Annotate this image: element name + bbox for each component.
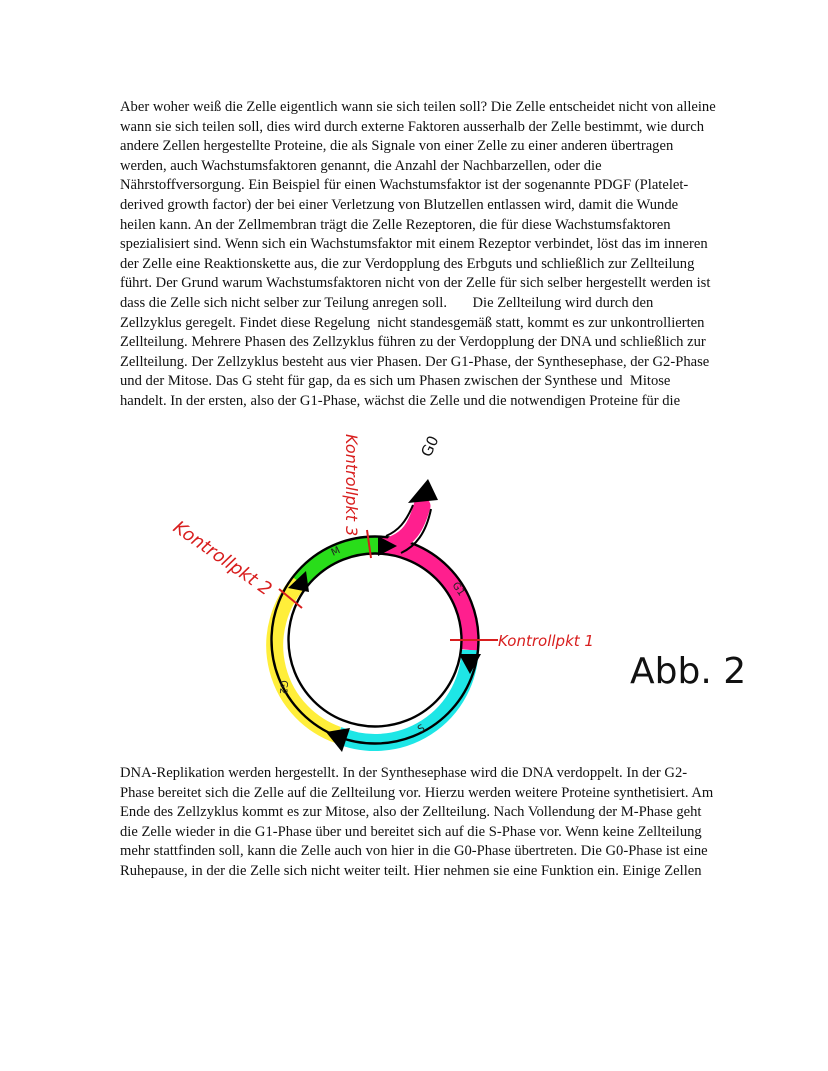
text-line: die Zelle wieder in die G1-Phase über und bereitet sich auf die S-Phase vor. Wenn keine Zellteilung — [120, 823, 702, 840]
text-line: Phase bereitet sich die Zelle auf die Zellteilung vor. Hierzu werden weitere Proteine synthetisiert. Am — [120, 784, 714, 801]
text-line: andere Zellen hergestellte Proteine, die als Signale von einer Zelle zu einer anderen übertragen — [120, 138, 674, 155]
g0-arrowhead — [408, 479, 438, 503]
text-line: Aber woher weiß die Zelle eigentlich wann sie sich teilen soll? Die Zelle entscheidet nicht von alleine — [120, 99, 716, 115]
text-line: DNA-Replikation werden hergestellt. In der Synthesephase wird die DNA verdoppelt. In der G2- — [120, 765, 688, 781]
paragraph-bottom — [120, 764, 720, 882]
checkpoint-1-label: Kontrollpkt 1 — [498, 632, 594, 650]
text-line: und der Mitose. Das G steht für gap, da es sich um Phasen zwischen der Synthese und Mitose — [120, 373, 671, 390]
paragraph-top — [120, 98, 720, 412]
checkpoint-2-label: Kontrollpkt 2 — [169, 516, 276, 601]
s-phase-arc — [338, 650, 470, 743]
text-line: heilen kann. An der Zellmembran trägt die Zelle Rezeptoren, die für diese Wachstumsfaktoren — [120, 216, 671, 233]
text-line: Nährstoffversorgung. Ein Beispiel für einen Wachstumsfaktor ist der sogenannte PDGF (Platelet- — [120, 177, 689, 194]
g1-phase-arc — [380, 546, 470, 650]
text-line: werden, auch Wachstumsfaktoren genannt, die Anzahl der Nachbarzellen, oder die — [120, 157, 602, 174]
text-line: wann sie sich teilen soll, dies wird durch externe Faktoren ausserhalb der Zelle bestimmt, wie durch — [120, 118, 704, 135]
phase-label-g2: G2 — [276, 679, 289, 695]
phase-label-m: M — [329, 545, 343, 559]
text-line: Zellteilung. Der Zellzyklus besteht aus vier Phasen. Der G1-Phase, der Synthesephase, der G2-Phase — [120, 353, 710, 370]
text-line: Zellzyklus geregelt. Findet diese Regelung nicht standesgemäß statt, kommt es zur unkontrollierten — [120, 314, 705, 331]
phase-label-s: S — [416, 722, 428, 736]
text-line: spezialisiert sind. Wenn sich ein Wachstumsfaktor mit einem Rezeptor verbindet, löst das im inneren — [120, 236, 708, 253]
phase-label-g1: G1 — [449, 580, 467, 599]
text-line: führt. Der Grund warum Wachstumsfaktoren nicht von der Zelle für sich selber hergestellt werden ist — [120, 275, 711, 292]
figure-caption: Abb. 2 — [630, 651, 747, 692]
ring-outer-outline — [272, 537, 479, 744]
text-line: mehr stattfinden soll, kann die Zelle auch von hier in die G0-Phase übertreten. Die G0-Phase ist eine — [120, 843, 708, 860]
text-line: der Zelle eine Reaktionskette aus, die zur Verdopplung des Erbguts und schließlich zur Zellteilung — [120, 255, 695, 272]
text-line: derived growth factor) der bei einer Verletzung von Blutzellen entlassen wird, damit die Wunde — [120, 196, 679, 213]
g0-label: G0 — [417, 432, 443, 460]
text-line: Ruhepause, in der die Zelle sich nicht weiter teilt. Hier nehmen sie eine Funktion ein. Einige Zellen — [120, 862, 702, 879]
text-line: dass die Zelle sich nicht selber zur Teilung anregen soll. Die Zellteilung wird durch den — [120, 294, 654, 311]
checkpoint-3-label: Kontrollpkt 3 — [342, 434, 361, 537]
text-line: Ende des Zellzyklus kommt es zur Mitose, also der Zellteilung. Nach Vollendung der M-Phase geht — [120, 804, 702, 821]
ring-inner-outline — [289, 554, 462, 727]
cell-cycle-figure — [0, 420, 828, 770]
text-line: Zellteilung. Mehrere Phasen des Zellzyklus führen zu der Verdopplung der DNA und schließlich zur — [120, 334, 706, 351]
text-line: handelt. In der ersten, also der G1-Phase, wächst die Zelle und die notwendigen Proteine für die — [120, 392, 681, 409]
